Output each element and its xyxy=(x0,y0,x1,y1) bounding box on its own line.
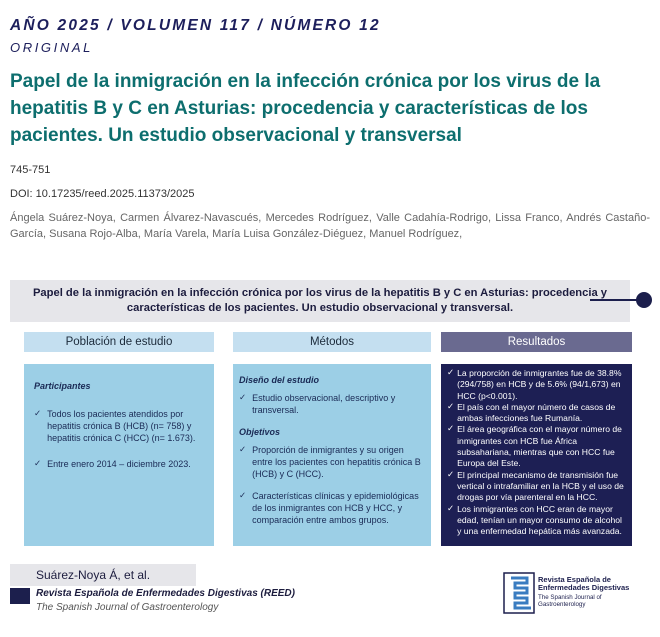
check-icon: ✓ xyxy=(447,424,455,435)
list-item xyxy=(34,408,204,444)
item-text: La proporción de inmigrantes fue de 38.8% (294/758) en HCB y de 5.6% (94/1,673) en HCC (p<0.001). xyxy=(457,368,622,401)
abstract-heading: Papel de la inmigración en la infección crónica por los virus de la hepatitis B y C en Asturias: procedencia y características de los pacientes. Un estudio observacional y transversal. xyxy=(10,280,630,322)
item-text: Características clínicas y epidemiológicas de los inmigrantes con HCB y HCC, y comparación entre ambos grupos. xyxy=(252,491,419,525)
item-text: El área geográfica con el mayor número de inmigrantes con HCB fue África subsahariana, mientras que con HCC fue Europa del Este. xyxy=(457,424,622,469)
journal-name-es: Revista Española de Enfermedades Digestivas (REED) xyxy=(36,588,295,599)
logo-title: Revista Española de Enfermedades Digestivas xyxy=(538,575,630,592)
check-icon: ✓ xyxy=(447,401,455,412)
item-text: El país con el mayor número de casos de ambas infecciones fue Rumanía. xyxy=(457,401,616,424)
item-text: Estudio observacional, descriptivo y transversal. xyxy=(252,393,396,415)
check-icon: ✓ xyxy=(239,445,247,455)
issue-line: AÑO 2025 / VOLUMEN 117 / NÚMERO 12 xyxy=(10,17,381,34)
population-header: Población de estudio xyxy=(24,332,214,352)
doi[interactable]: DOI: 10.17235/reed.2025.11373/2025 xyxy=(10,188,195,200)
design-subheading: Diseño del estudio xyxy=(239,375,320,385)
item-text: Los inmigrantes con HCC eran de mayor edad, tenían un mayor consumo de alcohol y una enfermedad hepática más avanzada. xyxy=(457,503,622,537)
check-icon: ✓ xyxy=(239,393,247,403)
list-item xyxy=(447,402,626,425)
list-item xyxy=(239,392,425,416)
methods-box xyxy=(233,364,431,546)
decorative-dot xyxy=(636,292,652,308)
authors-list: Ángela Suárez-Noya, Carmen Álvarez-Navascués, Mercedes Rodríguez, Valle Cadahía-Rodrigo, Lissa Franco, Andrés Castaño-García, Susana Rojo-Alba, María Varela, María Luisa González-Diéguez, Manuel Rodríguez, xyxy=(10,212,650,240)
participants-subheading: Participantes xyxy=(34,381,91,391)
check-icon: ✓ xyxy=(239,491,247,501)
item-text: Proporción de inmigrantes y su origen entre los pacientes con hepatitis crónica B (HCB) y C (HCC). xyxy=(252,445,421,479)
page-range: 745-751 xyxy=(10,164,51,176)
list-item xyxy=(447,424,626,469)
decorative-square xyxy=(10,588,30,604)
list-item xyxy=(239,444,425,480)
logo-subtitle: The Spanish Journal of Gastroenterology xyxy=(538,594,602,608)
check-icon: ✓ xyxy=(447,503,455,514)
item-text: Todos los pacientes atendidos por hepatitis crónica B (HCB) (n= 758) y hepatitis crónica C (HCC) (n= 1.673). xyxy=(47,409,196,443)
results-header: Resultados xyxy=(441,332,632,352)
check-icon: ✓ xyxy=(447,368,455,378)
journal-name-en: The Spanish Journal of Gastroenterology xyxy=(36,602,219,613)
population-box xyxy=(24,364,214,546)
check-icon: ✓ xyxy=(34,459,42,469)
section-label: ORIGINAL xyxy=(10,40,93,55)
objectives-subheading: Objetivos xyxy=(239,427,281,437)
list-item xyxy=(239,490,425,526)
check-icon: ✓ xyxy=(34,409,42,419)
list-item xyxy=(447,368,626,402)
results-box xyxy=(441,364,632,546)
decorative-line xyxy=(590,299,640,301)
item-text: El principal mecanismo de transmisión fue vertical o intrafamiliar en la HCB y el uso de drogas por vía parenteral en la HCC. xyxy=(457,469,624,503)
list-item xyxy=(447,470,626,504)
citation: Suárez-Noya Á, et al. xyxy=(10,564,196,586)
list-item xyxy=(447,504,626,538)
methods-header: Métodos xyxy=(233,332,431,352)
article-title[interactable]: Papel de la inmigración en la infección crónica por los virus de la hepatitis B y C en Asturias: procedencia y características de los pacientes. Un estudio observacional y transversal xyxy=(10,71,601,146)
item-text: Entre enero 2014 – diciembre 2023. xyxy=(47,459,191,469)
journal-logo-icon xyxy=(503,572,535,614)
list-item xyxy=(34,458,204,470)
check-icon: ✓ xyxy=(447,469,455,480)
